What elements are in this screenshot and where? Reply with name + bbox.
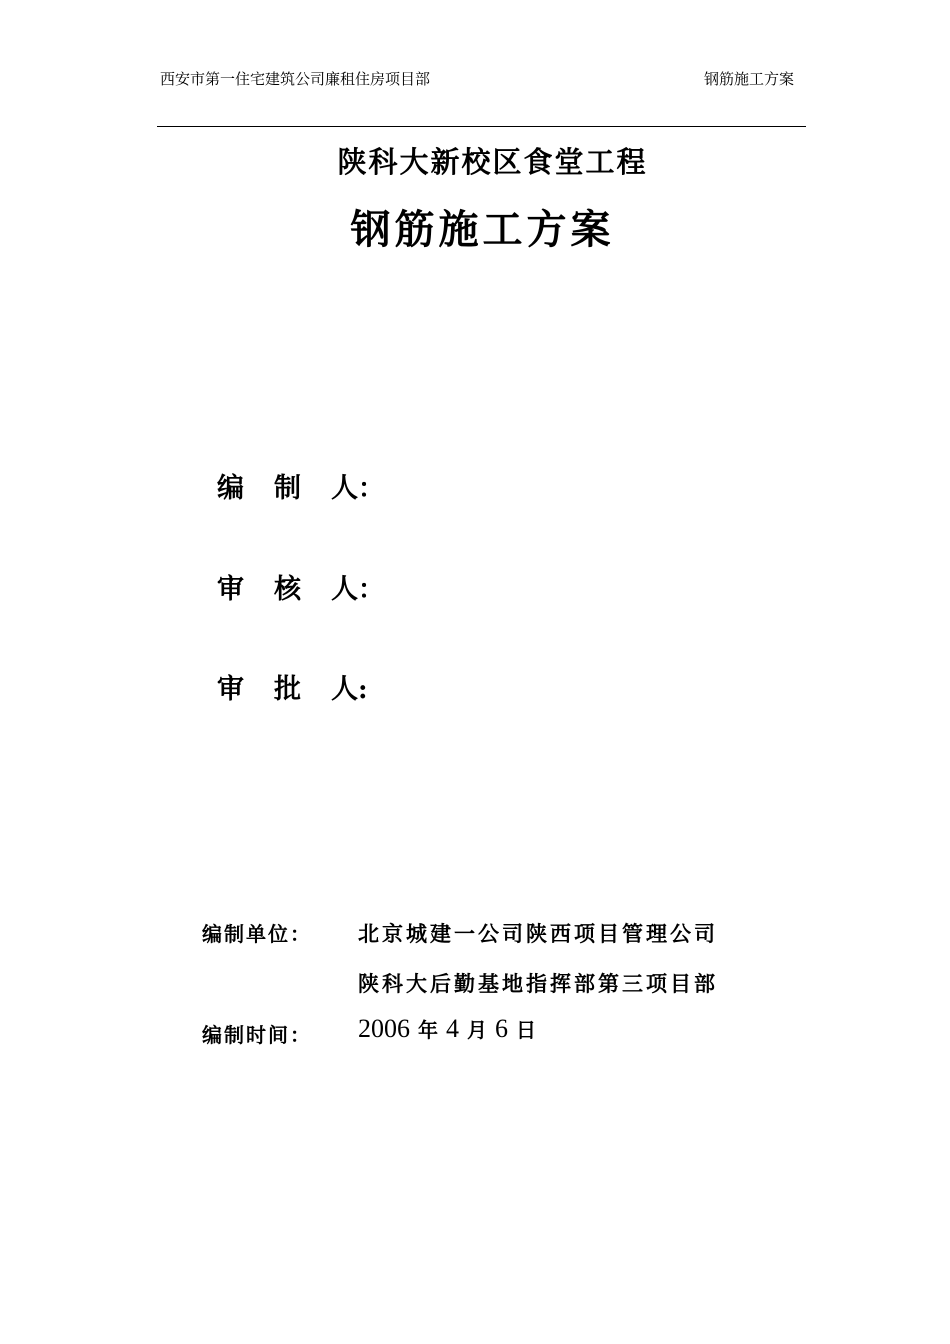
date-day-unit: 日: [516, 1018, 536, 1042]
signature-char: 编: [217, 473, 244, 504]
compiling-unit-label: 编制单位：: [202, 922, 312, 946]
signature-colon: ：: [358, 474, 385, 504]
signature-char: 人: [331, 674, 358, 705]
signature-colon: ：: [358, 575, 385, 605]
signature-char: 人: [331, 473, 358, 504]
signature-char: 核: [274, 574, 301, 605]
signature-colon: :: [358, 675, 368, 705]
compiling-date: [358, 1014, 544, 1044]
date-month: 4: [446, 1014, 459, 1043]
signature-char: 审: [217, 574, 244, 605]
compiling-time-label: 编制时间：: [202, 1023, 312, 1047]
signature-compiler: [217, 466, 384, 505]
date-day: 6: [495, 1014, 508, 1043]
project-title: 陕科大新校区食堂工程: [337, 145, 648, 179]
signature-char: 批: [274, 674, 301, 705]
date-year: 2006: [358, 1014, 410, 1043]
header-rule: [157, 126, 806, 127]
signature-char: 人: [331, 574, 358, 605]
compiling-unit-line-2: 陕科大后勤基地指挥部第三项目部: [358, 971, 718, 996]
date-year-unit: 年: [418, 1018, 438, 1042]
signature-approver: [217, 667, 368, 706]
document-title: 钢筋施工方案: [350, 206, 615, 253]
date-month-unit: 月: [467, 1018, 487, 1042]
signature-reviewer: [217, 567, 384, 606]
compiling-unit-line-1: 北京城建一公司陕西项目管理公司: [358, 921, 718, 946]
signature-char: 审: [217, 674, 244, 705]
signature-char: 制: [274, 473, 301, 504]
header-document-title: 钢筋施工方案: [703, 70, 794, 88]
header-organization: 西安市第一住宅建筑公司廉租住房项目部: [160, 70, 431, 88]
